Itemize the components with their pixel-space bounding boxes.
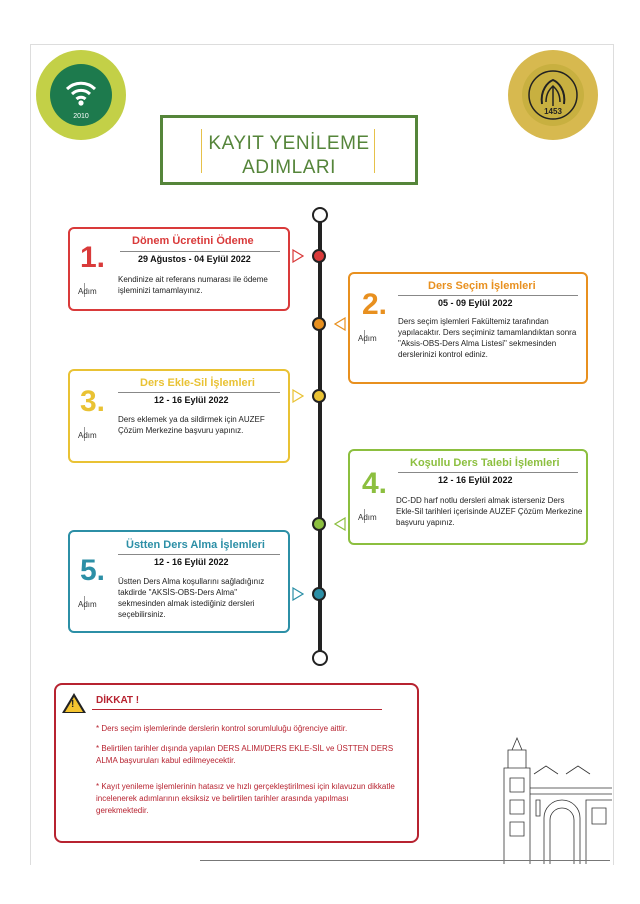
- step-number: 2.: [362, 288, 388, 321]
- step-date: 29 Ağustos - 04 Eylül 2022: [138, 254, 251, 264]
- step-card-1: [68, 227, 290, 311]
- istanbul-university-logo: [508, 50, 598, 140]
- auzef-logo: [36, 50, 126, 140]
- step-date: 12 - 16 Eylül 2022: [438, 475, 513, 485]
- warning-item: * Kayıt yenileme işlemlerinin hatasız ve hızlı gerçekleştirilmesi için kılavuzun dikkatle incelenerek adımlarının eksiksiz ve belirtilen tarihler arasında yapılması gerekmektedir.: [96, 782, 395, 815]
- adim-label: Adım: [358, 513, 377, 522]
- title-box: [160, 115, 418, 185]
- step-date: 05 - 09 Eylül 2022: [438, 298, 513, 308]
- title-line-2: ADIMLARI: [242, 157, 336, 178]
- title-line-1: KAYIT YENİLEME: [208, 133, 370, 154]
- warning-item: * Belirtilen tarihler dışında yapılan DERS ALIMI/DERS EKLE-SİL ve ÜSTTEN DERS ALMA başvuruları kabul edilmeyecektir.: [96, 744, 394, 765]
- title-underline: [118, 392, 280, 393]
- timeline-dot-3: [312, 389, 326, 403]
- step-title: Koşullu Ders Talebi İşlemleri: [410, 457, 560, 469]
- step-card-2: [348, 272, 588, 384]
- warning-item: * Ders seçim işlemlerinde derslerin kontrol sorumluluğu öğrenciye aittir.: [96, 724, 348, 733]
- step-body: DC-DD harf notlu dersleri almak isterseniz Ders Ekle-Sil tarihleri içerisinde AUZEF Çözüm Merkezine başvuru yapınız.: [396, 496, 583, 527]
- step-number: 1.: [80, 241, 106, 274]
- adim-label: Adım: [78, 287, 97, 296]
- tughra-icon: [522, 64, 584, 126]
- adim-label: Adım: [78, 600, 97, 609]
- step-title: Ders Ekle-Sil İşlemleri: [140, 377, 255, 389]
- arrow-right-icon: [292, 587, 304, 601]
- logo-inner: [522, 64, 584, 126]
- step-date: 12 - 16 Eylül 2022: [154, 557, 229, 567]
- step-card-5: [68, 530, 290, 633]
- timeline-dot-2: [312, 317, 326, 331]
- wifi-icon: [64, 76, 98, 110]
- warning-box: [54, 683, 419, 843]
- step-number: 3.: [80, 385, 106, 418]
- step-number: 5.: [80, 554, 106, 587]
- timeline-end-node: [312, 650, 328, 666]
- step-body: Ders eklemek ya da sildirmek için AUZEF Çözüm Merkezine başvuru yapınız.: [118, 415, 265, 435]
- step-body: Ders seçim işlemleri Fakültemiz tarafından yapılacaktır. Ders seçiminiz tamamlandıktan sonra "Aksis-OBS-Ders Alma Listesi" sekmesinden derslerinizi kontrol ediniz.: [398, 317, 577, 359]
- step-body: Üstten Ders Alma koşullarını sağladığınız takdirde "AKSİS-OBS-Ders Alma" sekmesinden almak istediğiniz dersleri seçebilirsiniz.: [118, 577, 265, 619]
- title-underline: [398, 472, 578, 473]
- timeline-start-node: [312, 207, 328, 223]
- warning-title-underline: [92, 709, 382, 710]
- step-date: 12 - 16 Eylül 2022: [154, 395, 229, 405]
- warning-title: DİKKAT !: [96, 695, 140, 706]
- step-card-3: [68, 369, 290, 463]
- step-body: Kendinize ait referans numarası ile ödeme işleminizi tamamlayınız.: [118, 275, 268, 295]
- title-underline: [398, 295, 578, 296]
- step-card-4: [348, 449, 588, 545]
- arrow-right-icon: [292, 389, 304, 403]
- timeline-dot-4: [312, 517, 326, 531]
- timeline-dot-5: [312, 587, 326, 601]
- warning-icon-glyph: !: [71, 699, 75, 710]
- footer-rule: [200, 860, 610, 861]
- timeline-dot-1: [312, 249, 326, 263]
- university-gate-illustration: [500, 728, 612, 864]
- logo-inner: [50, 64, 112, 126]
- step-title: Dönem Ücretini Ödeme: [132, 235, 254, 247]
- arrow-left-icon: [334, 517, 346, 531]
- adim-label: Adım: [78, 431, 97, 440]
- logo-year: 2010: [73, 113, 89, 120]
- step-title: Ders Seçim İşlemleri: [428, 280, 536, 292]
- step-number: 4.: [362, 467, 388, 500]
- logo-year: 1453: [544, 107, 562, 116]
- page-title: [163, 132, 415, 180]
- arrow-right-icon: [292, 249, 304, 263]
- arrow-left-icon: [334, 317, 346, 331]
- title-underline: [118, 554, 280, 555]
- step-title: Üstten Ders Alma İşlemleri: [126, 539, 265, 551]
- adim-label: Adım: [358, 334, 377, 343]
- title-underline: [120, 251, 280, 252]
